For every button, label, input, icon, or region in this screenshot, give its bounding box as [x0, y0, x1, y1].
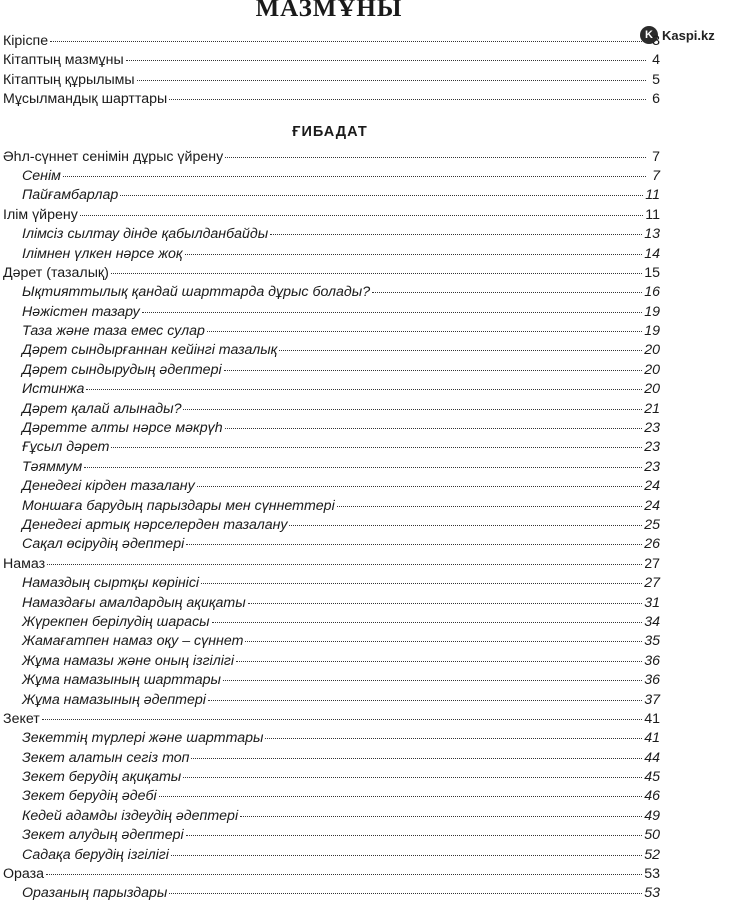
- toc-page-number: 34: [644, 613, 660, 630]
- toc-entry-label: Денедегі кірден тазалану: [22, 478, 195, 495]
- dot-leader: [47, 564, 642, 565]
- toc-subentry[interactable]: [0, 691, 660, 710]
- kaspi-logo-icon: K: [640, 26, 658, 44]
- toc-entry-label: Зекет берудің әдебі: [22, 788, 157, 805]
- dot-leader: [84, 467, 642, 468]
- toc-page-number: 7: [652, 148, 660, 165]
- toc-page-number: 31: [644, 594, 660, 611]
- toc-page-number: 19: [644, 303, 660, 320]
- toc-entry[interactable]: [0, 148, 660, 167]
- toc-page-number: 41: [644, 710, 660, 727]
- toc-subentry[interactable]: [0, 303, 660, 322]
- toc-page-number: 20: [644, 342, 660, 359]
- toc-subentry[interactable]: [0, 671, 660, 690]
- toc-subentry[interactable]: [0, 729, 660, 748]
- toc-subentry[interactable]: [0, 846, 660, 865]
- toc-page-number: 13: [644, 226, 660, 243]
- toc-entry-label: Моншаға барудың парыздары мен сүннеттері: [22, 497, 335, 514]
- toc-subentry[interactable]: [0, 419, 660, 438]
- toc-subentry[interactable]: [0, 826, 660, 845]
- toc-subentry[interactable]: [0, 283, 660, 302]
- dot-leader: [265, 738, 642, 739]
- toc-page-number: 24: [644, 478, 660, 495]
- toc-subentry[interactable]: [0, 380, 660, 399]
- toc-subentry[interactable]: [0, 322, 660, 341]
- toc-entry-label: Оразаның парыздары: [22, 885, 168, 902]
- toc-page-number: 5: [652, 71, 660, 88]
- dot-leader: [186, 835, 643, 836]
- toc-page-number: 41: [644, 730, 660, 747]
- toc-entry-label: Ілімсіз сылтау дінде қабылданбайды: [22, 226, 269, 243]
- toc-entry-label: Ілім үйрену: [3, 206, 78, 223]
- dot-leader: [183, 409, 642, 410]
- toc-entry-label: Кітаптың мазмұны: [3, 52, 124, 69]
- toc-subentry[interactable]: [0, 400, 660, 419]
- toc-subentry[interactable]: [0, 884, 660, 903]
- dot-leader: [245, 641, 642, 642]
- dot-leader: [248, 603, 643, 604]
- toc-entry-label: Жұма намазы және оның ізгілігі: [22, 652, 235, 669]
- dot-leader: [185, 254, 643, 255]
- toc-entry-label: Дәрет қалай алынады?: [22, 400, 182, 417]
- entries-list: [0, 148, 660, 904]
- watermark-text: Kaspi.kz: [662, 27, 715, 43]
- toc-entry-label: Кітаптың құрылымы: [3, 71, 135, 88]
- dot-leader: [159, 796, 643, 797]
- toc-page-number: 52: [644, 846, 660, 863]
- dot-leader: [279, 350, 642, 351]
- toc-entry-label: Нәжістен тазару: [22, 303, 140, 320]
- toc-page-number: 11: [645, 187, 660, 204]
- dot-leader: [111, 273, 642, 274]
- toc-page-number: 27: [644, 555, 660, 572]
- toc-entry[interactable]: [0, 710, 660, 729]
- toc-page-number: 53: [644, 885, 660, 902]
- toc-page-number: 23: [644, 439, 660, 456]
- toc-entry-label: Ықтияттылық қандай шарттарда дұрыс болады?: [22, 284, 371, 301]
- toc-page-number: 37: [644, 691, 660, 708]
- toc-entry-label: Мұсылмандық шарттары: [3, 91, 168, 108]
- toc-entry-label: Пайғамбарлар: [22, 187, 119, 204]
- toc-entry-label: Намаз: [3, 555, 46, 572]
- toc-entry-label: Садақа берудің ізгілігі: [22, 846, 169, 863]
- toc-subentry[interactable]: [0, 768, 660, 787]
- toc-entry[interactable]: [0, 555, 660, 574]
- toc-entry-label: Дәрет сындырғаннан кейінгі тазалық: [22, 342, 278, 359]
- dot-leader: [207, 331, 642, 332]
- toc-subentry[interactable]: [0, 787, 660, 806]
- toc-entry-label: Намаздың сыртқы көрінісі: [22, 575, 200, 592]
- toc-entry-label: Зекеттің түрлері және шарттары: [22, 730, 264, 747]
- dot-leader: [208, 700, 642, 701]
- dot-leader: [46, 874, 642, 875]
- toc-page-number: 25: [644, 516, 660, 533]
- toc-page-number: 16: [644, 284, 660, 301]
- dot-leader: [223, 680, 642, 681]
- dot-leader: [50, 41, 646, 42]
- toc-subentry[interactable]: [0, 245, 660, 264]
- table-of-contents: [0, 32, 660, 904]
- dot-leader: [289, 525, 642, 526]
- toc-entry[interactable]: [0, 206, 660, 225]
- toc-entry[interactable]: [0, 71, 660, 90]
- toc-entry-label: Намаздағы амалдардың ақиқаты: [22, 594, 246, 611]
- toc-page-number: 11: [645, 206, 660, 223]
- section-title: ҒИБАДАТ: [292, 123, 368, 140]
- toc-page-number: 46: [644, 788, 660, 805]
- toc-subentry[interactable]: [0, 186, 660, 205]
- toc-page-number: 49: [644, 807, 660, 824]
- toc-page-number: 19: [644, 323, 660, 340]
- toc-entry-label: Кіріспе: [3, 33, 49, 49]
- toc-entry-label: Жамағатпен намаз оқу – сүннет: [22, 633, 244, 650]
- toc-page-number: 44: [644, 749, 660, 766]
- toc-entry-label: Зекет алатын сегіз топ: [22, 749, 190, 766]
- toc-entry-label: Жүрекпен берілудің шарасы: [22, 613, 210, 630]
- toc-subentry[interactable]: [0, 225, 660, 244]
- toc-page-number: 3: [652, 33, 660, 49]
- toc-entry-label: Денедегі артық нәрселерден тазалану: [22, 516, 288, 533]
- toc-subentry[interactable]: [0, 438, 660, 457]
- dot-leader: [191, 758, 642, 759]
- toc-page-number: 4: [652, 52, 660, 69]
- dot-leader: [63, 176, 646, 177]
- toc-entry-label: Ғұсыл дәрет: [22, 439, 110, 456]
- dot-leader: [224, 370, 643, 371]
- dot-leader: [372, 292, 642, 293]
- toc-entry-label: Таза және таза емес сулар: [22, 323, 205, 340]
- toc-subentry[interactable]: [0, 632, 660, 651]
- toc-entry-label: Зекет: [3, 710, 40, 727]
- toc-subentry[interactable]: [0, 807, 660, 826]
- toc-subentry[interactable]: [0, 749, 660, 768]
- toc-page-number: 36: [644, 672, 660, 689]
- dot-leader: [120, 195, 643, 196]
- toc-subentry[interactable]: [0, 497, 660, 516]
- toc-page-number: 35: [644, 633, 660, 650]
- toc-page-number: 6: [652, 91, 660, 108]
- dot-leader: [42, 719, 642, 720]
- dot-leader: [171, 855, 642, 856]
- toc-subentry[interactable]: [0, 613, 660, 632]
- dot-leader: [212, 622, 643, 623]
- toc-subentry[interactable]: [0, 341, 660, 360]
- dot-leader: [240, 816, 642, 817]
- toc-subentry[interactable]: [0, 594, 660, 613]
- page-title: МАЗМҰНЫ: [255, 0, 403, 22]
- toc-page-number: 24: [644, 497, 660, 514]
- toc-entry-label: Зекет алудың әдептері: [22, 827, 184, 844]
- dot-leader: [201, 583, 642, 584]
- toc-subentry[interactable]: [0, 652, 660, 671]
- toc-page-number: 23: [644, 420, 660, 437]
- toc-page-number: 14: [644, 245, 660, 262]
- toc-subentry[interactable]: [0, 458, 660, 477]
- toc-subentry[interactable]: [0, 477, 660, 496]
- toc-entry-label: Зекет берудің ақиқаты: [22, 769, 182, 786]
- dot-leader: [236, 661, 642, 662]
- dot-leader: [225, 157, 646, 158]
- dot-leader: [183, 777, 642, 778]
- dot-leader: [337, 506, 642, 507]
- toc-entry-label: Истинжа: [22, 381, 85, 398]
- toc-subentry[interactable]: [0, 574, 660, 593]
- toc-entry-label: Жұма намазының шарттары: [22, 672, 221, 689]
- dot-leader: [169, 99, 646, 100]
- toc-entry-label: Дәрет сындырудың әдептері: [22, 361, 222, 378]
- dot-leader: [86, 389, 642, 390]
- dot-leader: [186, 544, 642, 545]
- intro-list: [0, 32, 660, 110]
- toc-page-number: 45: [644, 769, 660, 786]
- toc-entry-label: Кедей адамды іздеудің әдептері: [22, 807, 239, 824]
- toc-entry-label: Дәретте алты нәрсе мәкрүһ: [22, 420, 223, 437]
- toc-entry-label: Ораза: [3, 866, 45, 883]
- toc-page-number: 26: [644, 536, 660, 553]
- toc-entry-label: Дәрет (тазалық): [3, 264, 109, 281]
- toc-entry-label: Әһл-сүннет сенімін дұрыс үйрену: [3, 148, 224, 165]
- toc-entry-label: Тәяммум: [22, 458, 83, 475]
- toc-subentry[interactable]: [0, 361, 660, 380]
- toc-entry-label: Жұма намазының әдептері: [22, 691, 206, 708]
- toc-entry-label: Сенім: [22, 167, 61, 184]
- toc-page-number: 15: [644, 264, 660, 281]
- toc-subentry[interactable]: [0, 516, 660, 535]
- toc-page-number: 53: [644, 866, 660, 883]
- dot-leader: [142, 312, 643, 313]
- toc-entry-label: Ілімнен үлкен нәрсе жоқ: [22, 245, 183, 262]
- dot-leader: [126, 60, 646, 61]
- toc-page-number: 27: [644, 575, 660, 592]
- dot-leader: [197, 486, 643, 487]
- toc-page-number: 23: [644, 458, 660, 475]
- dot-leader: [270, 234, 642, 235]
- toc-subentry[interactable]: [0, 167, 660, 186]
- toc-page-number: 20: [644, 361, 660, 378]
- toc-entry[interactable]: [0, 90, 660, 109]
- toc-page-number: 36: [644, 652, 660, 669]
- dot-leader: [169, 893, 642, 894]
- toc-subentry[interactable]: [0, 535, 660, 554]
- toc-page-number: 7: [652, 167, 660, 184]
- toc-page-number: 50: [644, 827, 660, 844]
- toc-entry[interactable]: [0, 865, 660, 884]
- toc-page-number: 21: [644, 400, 660, 417]
- dot-leader: [225, 428, 643, 429]
- dot-leader: [111, 447, 642, 448]
- toc-entry[interactable]: [0, 32, 660, 51]
- toc-page-number: 20: [644, 381, 660, 398]
- toc-entry-label: Сақал өсірудің әдептері: [22, 536, 185, 553]
- dot-leader: [137, 80, 646, 81]
- dot-leader: [80, 215, 643, 216]
- toc-entry[interactable]: [0, 51, 660, 70]
- toc-entry[interactable]: [0, 264, 660, 283]
